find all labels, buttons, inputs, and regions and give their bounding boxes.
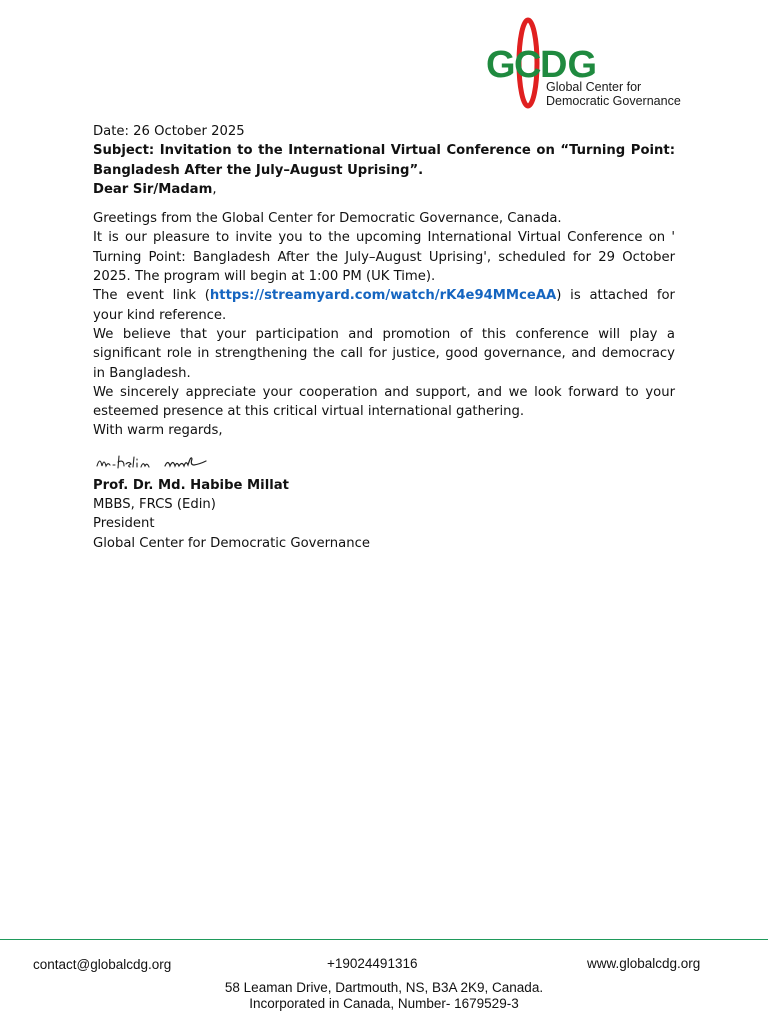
footer-website-link[interactable]: www.globalcdg.org [587, 956, 701, 971]
footer-address: 58 Leaman Drive, Dartmouth, NS, B3A 2K9, Canada. [224, 980, 544, 995]
greeting-paragraph: Greetings from the Global Center for Democratic Governance, Canada. [93, 211, 562, 227]
footer-divider [0, 939, 768, 940]
signer-title: President [93, 516, 155, 532]
logo-letters-dg: DG [540, 44, 597, 86]
signer-credentials: MBBS, FRCS (Edin) [93, 497, 216, 513]
letter-body [93, 122, 675, 553]
event-link-paragraph [93, 286, 675, 325]
event-link[interactable]: https://streamyard.com/watch/rK4e94MMceAA [209, 288, 557, 304]
invitation-paragraph: It is our pleasure to invite you to the upcoming International Virtual Conference on ' Turning Point: Bangladesh After the July–August Uprising', scheduled for 29 October 2025. The program will begin at 1:00 PM (UK Time). [93, 230, 675, 285]
logo-subtitle [546, 80, 681, 108]
logo-subtitle-line-2: Democratic Governance [546, 94, 681, 108]
signer-organization: Global Center for Democratic Governance [93, 535, 370, 551]
logo-subtitle-line-1: Global Center for [546, 80, 642, 94]
letter-date: Date: 26 October 2025 [93, 124, 245, 139]
closing-line: With warm regards, [93, 423, 223, 439]
belief-paragraph: We believe that your participation and promotion of this conference will play a significant role in strengthening the call for justice, good governance, and democracy in Bangladesh. [93, 326, 675, 381]
salutation-comma: , [212, 181, 217, 197]
logo-letter-g: G [486, 44, 516, 86]
handwritten-signature [93, 448, 213, 476]
letter-subject: Subject: Invitation to the International Virtual Conference on “Turning Point: Bangladesh After the July–August Uprising”. [93, 143, 675, 178]
footer-email-link[interactable]: contact@globalcdg.org [33, 957, 172, 972]
gcdg-logo [484, 14, 694, 112]
signer-name: Prof. Dr. Md. Habibe Millat [93, 477, 289, 493]
footer-address-block [0, 980, 768, 1012]
event-link-prefix: The event link ( [93, 288, 210, 304]
footer-phone: +19024491316 [327, 956, 418, 971]
event-link-suffix: ) is attached for your kind reference. [93, 288, 675, 323]
logo-letter-c: C [514, 44, 542, 86]
footer-incorporation: Incorporated in Canada, Number- 1679529-3 [249, 996, 519, 1011]
appreciation-paragraph: We sincerely appreciate your cooperation and support, and we look forward to your esteemed presence at this critical virtual international gathering. [93, 384, 675, 420]
salutation [93, 180, 675, 199]
salutation-text: Dear Sir/Madam [93, 181, 213, 197]
